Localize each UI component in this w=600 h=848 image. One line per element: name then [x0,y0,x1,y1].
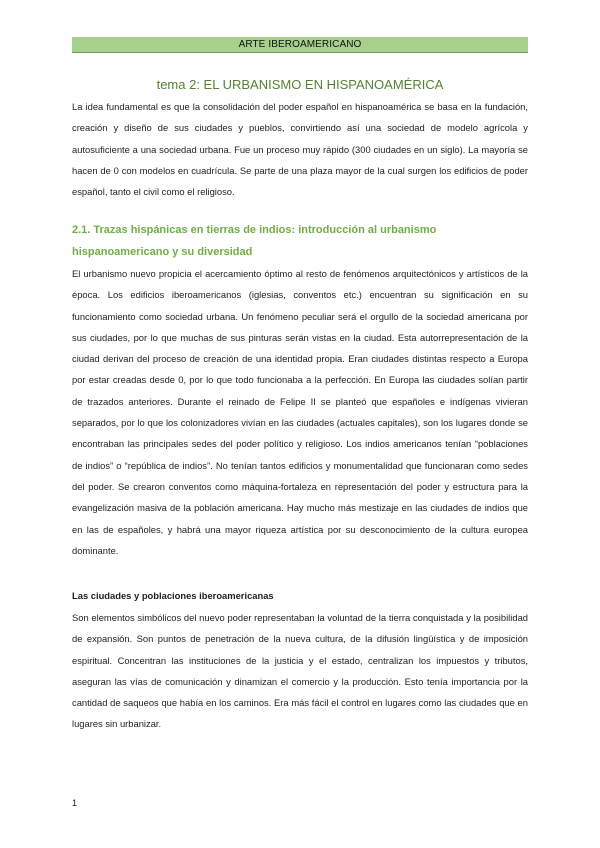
subsection-paragraph: Son elementos simbólicos del nuevo poder representaban la voluntad de la tierra conquistada y la posibilidad de expansión. Son puntos de penetración de la nueva cultura, de la difusión lingüística y de imposición espiritual. Concentran las instituciones de la justicia y el estado, centralizan los impuestos y tributos, aseguran las vías de comunicación y dinamizan el comercio y la producción. Esto tenía importancia por la cantidad de saqueos que había en los caminos. Era más fácil el control en lugares como las ciudades que en lugares sin urbanizar. [72,612,528,730]
page-number: 1 [72,798,78,808]
intro-paragraph: La idea fundamental es que la consolidación del poder español en hispanoamérica se basa en la fundación, creación y diseño de sus ciudades y pueblos, convirtiendo así una sociedad de modelo agrícola y autosuficiente a una sociedad urbana. Fue un proceso muy rápido (300 ciudades en un siglo). La mayoría se hacen de 0 con modelos en cuadrícula. Se parte de una plaza mayor de la cual surgen los edificios de poder español, tanto el civil como el religioso. [72,101,528,198]
running-header [72,37,528,53]
running-header-title: ARTE IBEROAMERICANO [238,39,362,50]
section-paragraph: El urbanismo nuevo propicia el acercamiento óptimo al resto de fenómenos arquitectónicos y artísticos de la época. Los edificios iberoamericanos (iglesias, conventos etc.) encuentran su significación en su funcionamiento como sociedad urbana. Un fenómeno peculiar será el orgullo de la sociedad americana por sus ciudades, por lo que muchas de sus pinturas serán vistas en la ciudad. Esta autorrepresentación de la ciudad derivan del proceso de creación de una identidad propia. Eran ciudades distintas respecto a Europa por estar creadas desde 0, por lo que todo funcionaba a la perfección. En Europa las ciudades solían partir de trazados anteriores. Durante el reinado de Felipe II se planteó que españoles e indígenas vivieran separados, por lo que los colonizadores vivían en las ciudades (actuales capitales), son los lugares donde se encontraban las principales sedes del poder político y religioso. Los indios americanos tenían “poblaciones de indios” o “república de indios”. No tenían tantos edificios y monumentalidad que funcionaran como sedes del poder. Se crearon conventos como máquina-fortaleza en representación del poder y estructura para la evangelización masiva de la población americana. Hay mucho más mestizaje en las ciudades de indios que en las de españoles, y habrá una mayor riqueza artística por su desconocimiento de la cultura europea dominante. [72,268,528,556]
document-title: tema 2: EL URBANISMO EN HISPANOAMÉRICA [156,77,444,92]
section-heading: 2.1. Trazas hispánicas en tierras de indios: introducción al urbanismo hispanoamericano y su diversidad [72,224,437,258]
subsection-heading: Las ciudades y poblaciones iberoamericanas [72,590,274,601]
